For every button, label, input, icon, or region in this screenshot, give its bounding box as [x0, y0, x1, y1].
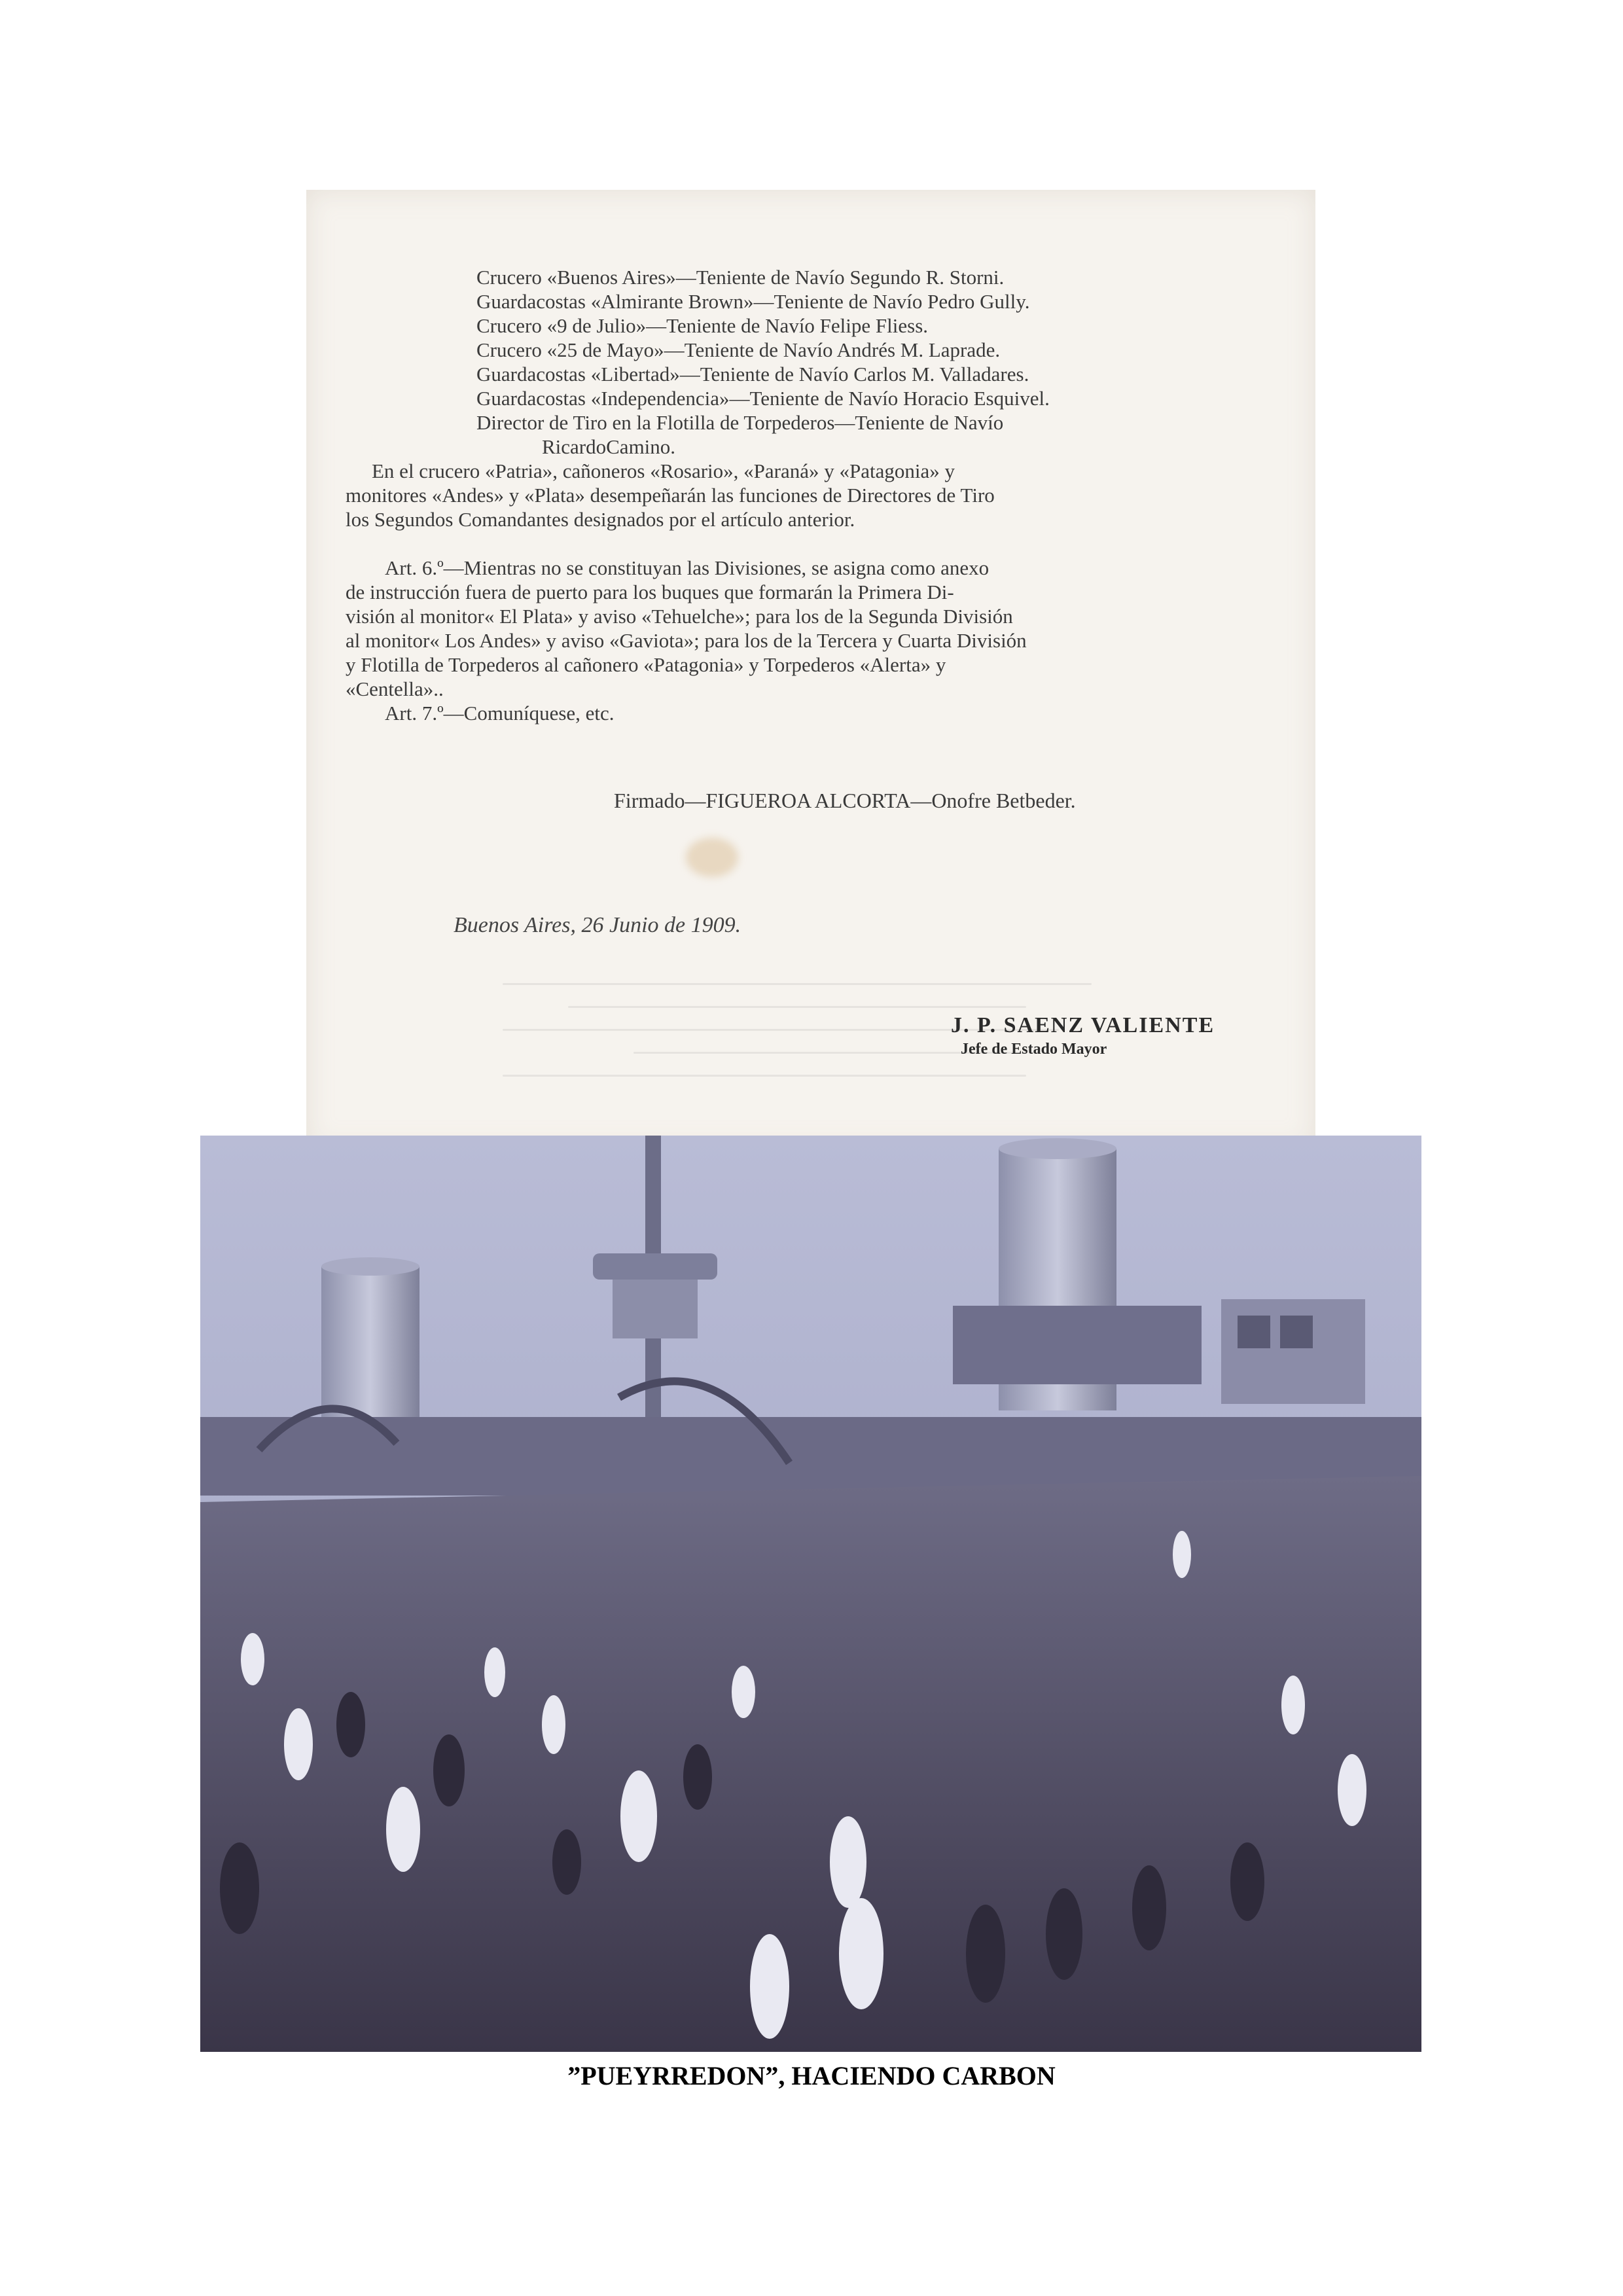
assignment-line: RicardoCamino. [542, 435, 676, 458]
paragraph-line: los Segundos Comandantes designados por el artículo anterior. [346, 508, 855, 531]
paper-stain [686, 838, 738, 877]
article-line: al monitor« Los Andes» y aviso «Gaviota»; para los de la Tercera y Cuarta División [346, 629, 1027, 652]
assignment-line: Guardacostas «Almirante Brown»—Teniente de Navío Pedro Gully. [476, 290, 1030, 313]
signatories-line: Firmado—FIGUEROA ALCORTA—Onofre Betbeder. [614, 789, 1076, 812]
date-line: Buenos Aires, 26 Junio de 1909. [454, 913, 741, 937]
assignment-line: Crucero «Buenos Aires»—Teniente de Navío Segundo R. Storni. [476, 266, 1005, 289]
signature-name: J. P. SAENZ VALIENTE [951, 1013, 1215, 1037]
ship-photograph [200, 1136, 1421, 2052]
assignment-line: Crucero «9 de Julio»—Teniente de Navío Felipe Fliess. [476, 314, 929, 337]
article-line: Art. 7.º—Comuníquese, etc. [385, 702, 615, 725]
article-line: y Flotilla de Torpederos al cañonero «Patagonia» y Torpederos «Alerta» y [346, 653, 946, 676]
paragraph-line: En el crucero «Patria», cañoneros «Rosario», «Paraná» y «Patagonia» y [372, 459, 955, 482]
article-line: Art. 6.º—Mientras no se constituyan las Divisiones, se asigna como anexo [385, 556, 990, 579]
paragraph-line: monitores «Andes» y «Plata» desempeñarán las funciones de Directores de Tiro [346, 484, 995, 507]
article-line: de instrucción fuera de puerto para los buques que formarán la Primera Di- [346, 581, 954, 603]
document-text [346, 265, 1268, 725]
assignment-line: Director de Tiro en la Flotilla de Torpederos—Teniente de Navío [476, 411, 1004, 434]
assignment-line: Guardacostas «Libertad»—Teniente de Navío Carlos M. Valladares. [476, 363, 1029, 386]
assignment-line: Crucero «25 de Mayo»—Teniente de Navío Andrés M. Laprade. [476, 338, 1001, 361]
assignment-line: Guardacostas «Independencia»—Teniente de Navío Horacio Esquivel. [476, 387, 1050, 410]
photo-caption: ”PUEYRREDON”, HACIENDO CARBON [567, 2061, 1056, 2090]
coaling-scene-illustration [200, 1136, 1421, 2052]
scanned-document [306, 190, 1315, 1149]
article-line: visión al monitor« El Plata» y aviso «Tehuelche»; para los de la Segunda División [346, 605, 1013, 628]
signature-title: Jefe de Estado Mayor [961, 1041, 1107, 1058]
article-line: «Centella».. [346, 677, 444, 700]
